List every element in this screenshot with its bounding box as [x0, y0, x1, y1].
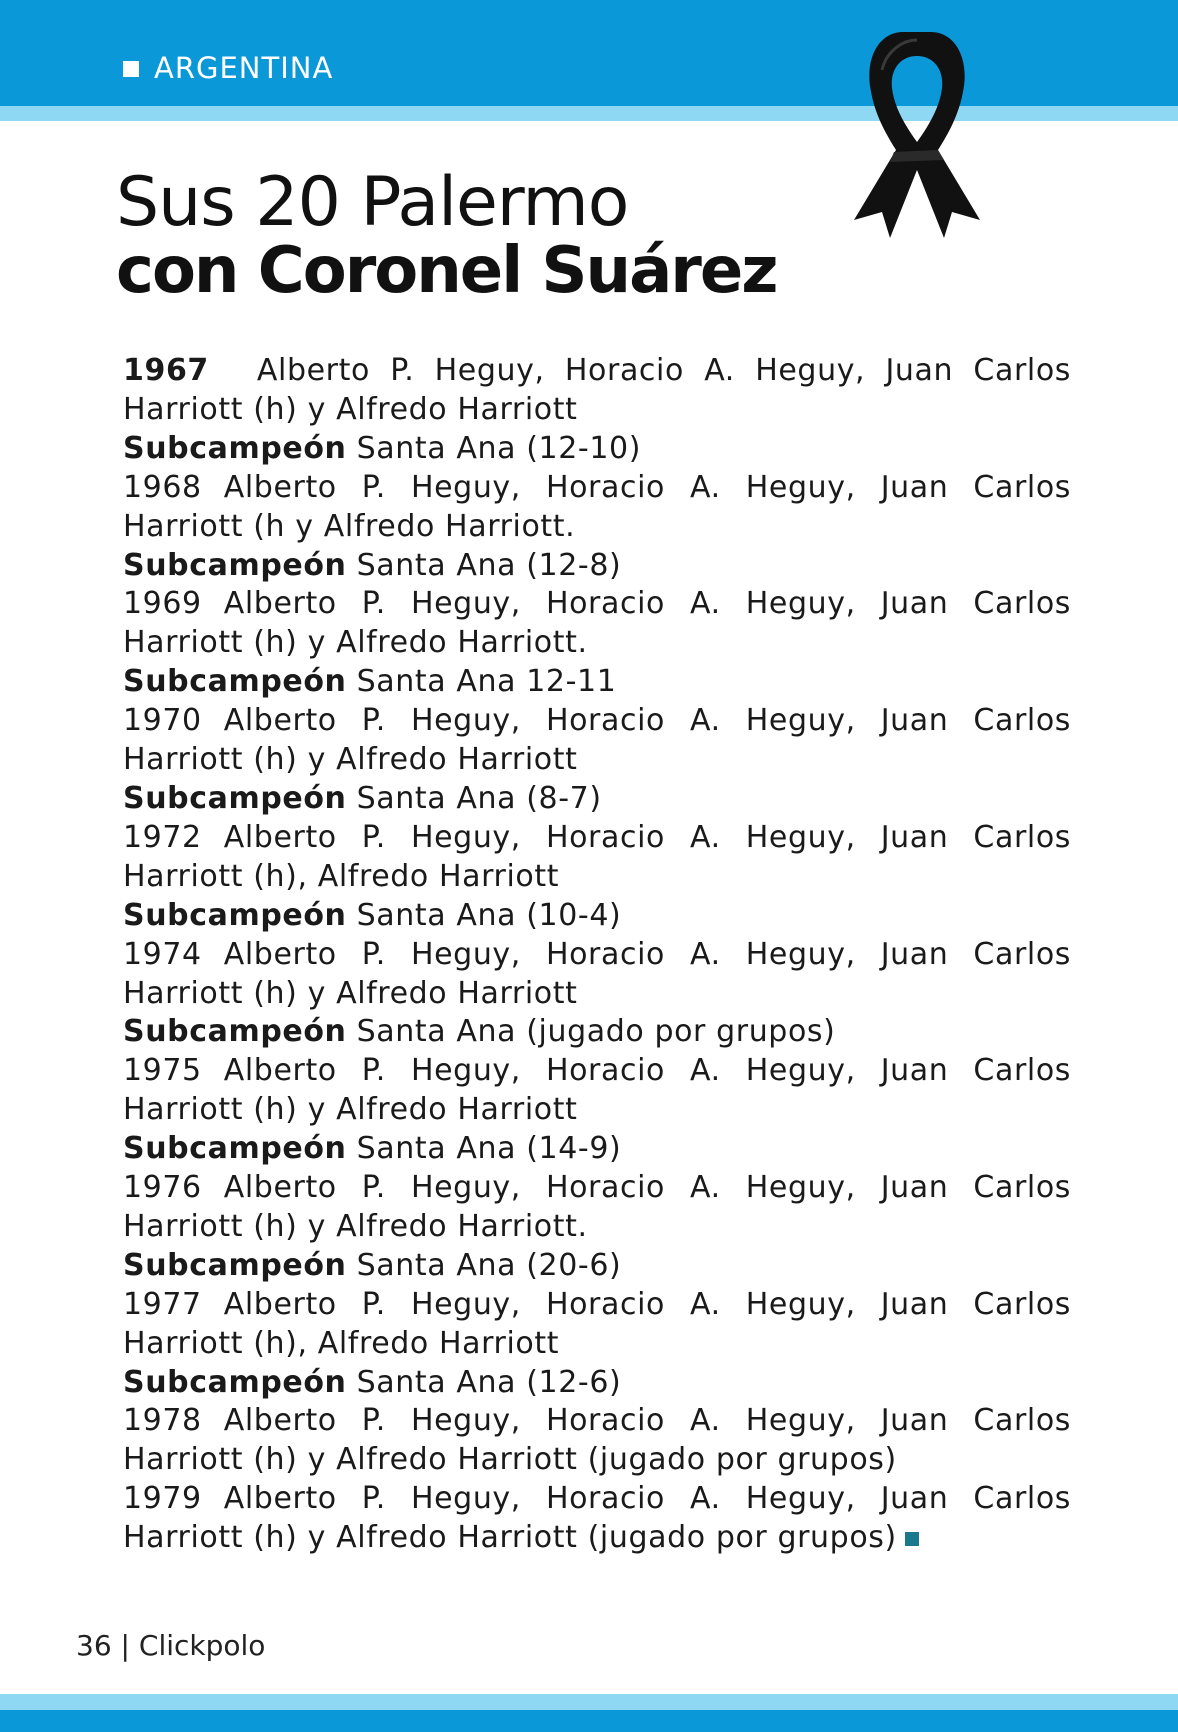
entry-team: Alberto P. Heguy, Horacio A. Heguy, Juan Carlos Harriott (h), Alfredo Harriott: [123, 1286, 1071, 1361]
square-end-mark-icon: [905, 1532, 919, 1546]
runner-up-label: Subcampeón: [123, 1131, 347, 1167]
entry-year: 1975: [123, 1053, 202, 1089]
page-footer: [76, 1626, 265, 1666]
runner-up-label: Subcampeón: [123, 1014, 347, 1050]
runner-up-team: Santa Ana 12-11: [356, 664, 617, 700]
footer-stripe: [0, 1694, 1178, 1710]
page-title-line-2: con Coronel Suárez: [116, 234, 777, 308]
section-label: ARGENTINA: [154, 51, 334, 85]
runner-up-team: Santa Ana (20-6): [356, 1247, 622, 1283]
entry-year: 1979: [123, 1481, 202, 1517]
entry-team: Alberto P. Heguy, Horacio A. Heguy, Juan Carlos Harriott (h), Alfredo Harriott: [123, 819, 1071, 894]
championship-list: [123, 352, 1071, 1558]
championship-entry: [123, 936, 1071, 1014]
runner-up-label: Subcampeón: [123, 664, 347, 700]
square-bullet-icon: [123, 61, 139, 77]
runner-up-label: Subcampeón: [123, 1247, 347, 1283]
runner-up-label: Subcampeón: [123, 780, 347, 816]
header-stripe: [0, 106, 1178, 121]
runner-up-entry: [123, 897, 1071, 936]
entry-team: Alberto P. Heguy, Horacio A. Heguy, Juan Carlos Harriott (h) y Alfredo Harriott: [123, 1053, 1071, 1128]
championship-entry: [123, 469, 1071, 547]
championship-entry: [123, 1402, 1071, 1480]
runner-up-team: Santa Ana (14-9): [356, 1131, 622, 1167]
entry-year: 1977: [123, 1286, 202, 1322]
entry-team: Alberto P. Heguy, Horacio A. Heguy, Juan Carlos Harriott (h) y Alfredo Harriott.: [123, 1170, 1071, 1244]
runner-up-label: Subcampeón: [123, 897, 347, 933]
black-mourning-ribbon-icon: [852, 30, 982, 240]
entry-year: 1974: [123, 936, 202, 972]
runner-up-team: Santa Ana (12-6): [356, 1364, 622, 1400]
runner-up-entry: [123, 1130, 1071, 1169]
entry-team: Alberto P. Heguy, Horacio A. Heguy, Juan Carlos Harriott (h) y Alfredo Harriott: [123, 353, 1071, 427]
entry-team: Alberto P. Heguy, Horacio A. Heguy, Juan Carlos Harriott (h) y Alfredo Harriott (jugado por grupos): [123, 1403, 1071, 1478]
entry-year: 1969: [123, 586, 202, 622]
runner-up-team: Santa Ana (8-7): [356, 780, 602, 816]
entry-team: Alberto P. Heguy, Horacio A. Heguy, Juan Carlos Harriott (h) y Alfredo Harriott: [123, 703, 1071, 778]
entry-year: 1972: [123, 819, 202, 855]
championship-entry: [123, 1052, 1071, 1130]
championship-entry: [123, 1286, 1071, 1364]
runner-up-team: Santa Ana (jugado por grupos): [356, 1014, 836, 1050]
championship-entry: [123, 1169, 1071, 1247]
runner-up-team: Santa Ana (10-4): [356, 897, 622, 933]
footer-separator: |: [120, 1629, 130, 1662]
championship-entry: [123, 585, 1071, 663]
publication-name: Clickpolo: [138, 1629, 266, 1662]
entry-team: Alberto P. Heguy, Horacio A. Heguy, Juan Carlos Harriott (h) y Alfredo Harriott (jugado por grupos): [123, 1481, 1071, 1556]
runner-up-entry: [123, 430, 1071, 469]
entry-team: Alberto P. Heguy, Horacio A. Heguy, Juan Carlos Harriott (h) y Alfredo Harriott.: [123, 586, 1071, 661]
runner-up-label: Subcampeón: [123, 430, 347, 466]
runner-up-entry: [123, 547, 1071, 586]
entry-year: 1976: [123, 1170, 202, 1206]
runner-up-label: Subcampeón: [123, 1364, 347, 1400]
runner-up-team: Santa Ana (12-10): [356, 430, 642, 466]
runner-up-entry: [123, 663, 1071, 702]
runner-up-team: Santa Ana (12-8): [356, 547, 622, 583]
runner-up-entry: [123, 780, 1071, 819]
entry-team: Alberto P. Heguy, Horacio A. Heguy, Juan Carlos Harriott (h) y Alfredo Harriott: [123, 936, 1071, 1011]
entry-year: 1968: [123, 469, 202, 505]
championship-entry: [123, 1480, 1071, 1558]
runner-up-label: Subcampeón: [123, 547, 347, 583]
page-number: 36: [76, 1629, 112, 1662]
runner-up-entry: [123, 1364, 1071, 1403]
entry-team: Alberto P. Heguy, Horacio A. Heguy, Juan Carlos Harriott (h y Alfredo Harriott.: [123, 469, 1071, 544]
championship-entry: [123, 702, 1071, 780]
entry-year: 1978: [123, 1403, 202, 1439]
runner-up-entry: [123, 1247, 1071, 1286]
runner-up-entry: [123, 1013, 1071, 1052]
championship-entry: [123, 819, 1071, 897]
championship-entry: [123, 352, 1071, 430]
footer-bar: [0, 1710, 1178, 1732]
entry-year: 1967: [123, 353, 209, 388]
entry-year: 1970: [123, 703, 202, 739]
page-title-line-1: Sus 20 Palermo: [116, 163, 629, 242]
